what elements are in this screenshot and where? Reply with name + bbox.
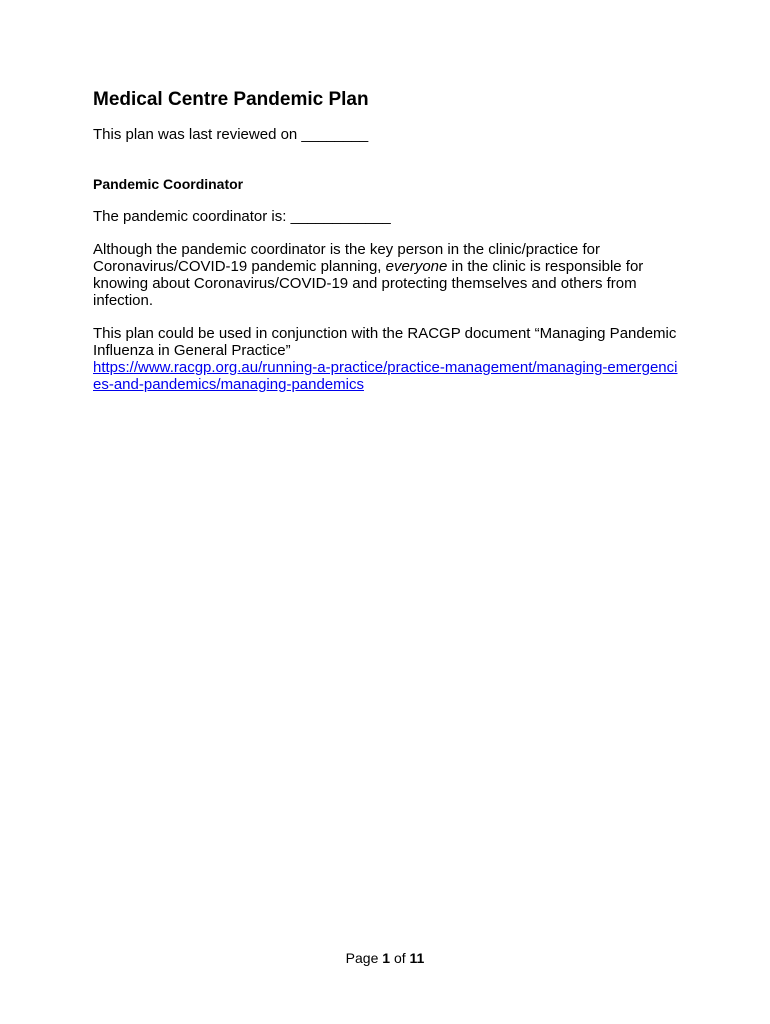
current-page-number: 1: [382, 950, 391, 966]
section-heading-pandemic-coordinator: Pandemic Coordinator: [93, 176, 244, 192]
page-label: Page: [345, 950, 379, 966]
paragraph-responsibility: [93, 241, 683, 309]
paragraph-responsibility-end: in the clinic is responsible for knowing about Coronavirus/COVID-19 and protecting themselves and others from infection.: [93, 258, 644, 309]
of-label: of: [393, 950, 406, 966]
racgp-link[interactable]: https://www.racgp.org.au/running-a-practice/practice-management/managing-emergencies-and-pandemics/managing-pandemics: [93, 359, 678, 393]
document-body: [93, 88, 683, 393]
racgp-reference-text: This plan could be used in conjunction with the RACGP document “Managing Pandemic Influenza in General Practice”: [93, 325, 677, 359]
total-pages-number: 11: [409, 950, 425, 966]
document-title: Medical Centre Pandemic Plan: [93, 89, 369, 110]
emphasis-everyone: everyone: [385, 258, 448, 275]
paragraph-responsibility-start: Although the pandemic coordinator is the key person in the clinic/practice for Coronavirus/COVID-19 pandemic planning,: [93, 241, 600, 275]
paragraph-racgp-reference: [93, 325, 683, 393]
last-reviewed-line: This plan was last reviewed on ________: [93, 126, 369, 143]
page-footer: [0, 950, 770, 967]
coordinator-line: The pandemic coordinator is: ____________: [93, 208, 391, 225]
